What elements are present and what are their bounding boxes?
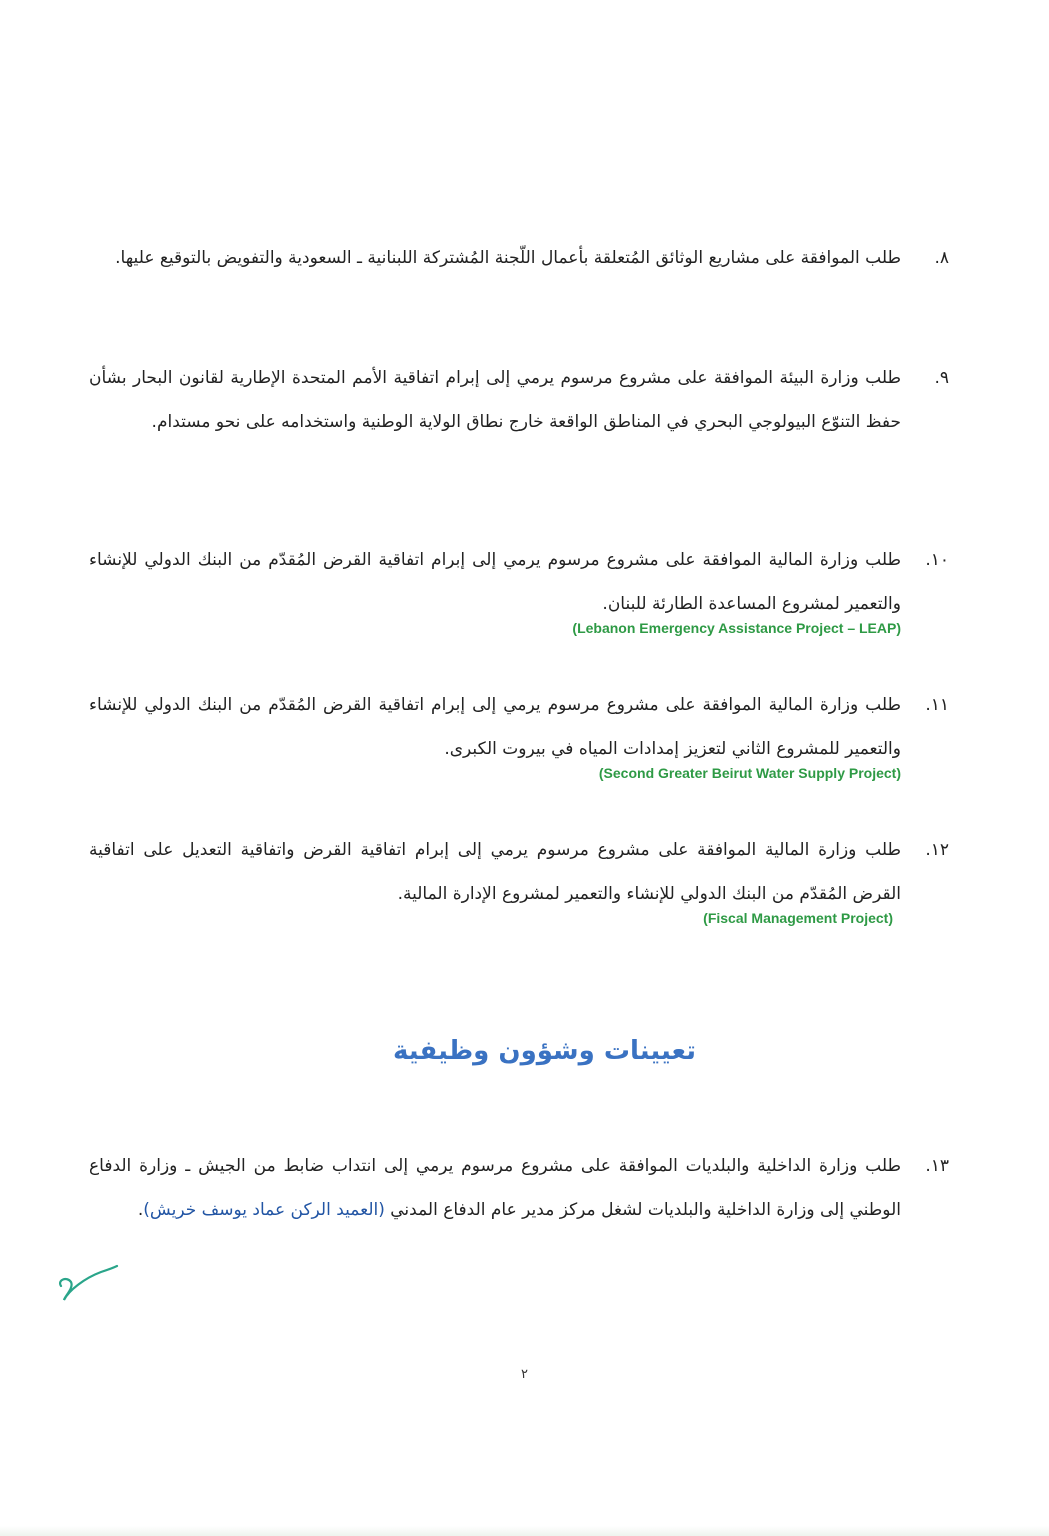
item-number: ١٠. bbox=[925, 550, 949, 570]
item-number: ٨. bbox=[934, 248, 949, 268]
item-text-end: . bbox=[137, 1200, 144, 1220]
agenda-item-10 bbox=[89, 538, 949, 636]
agenda-item-8 bbox=[89, 236, 949, 280]
agenda-item-11 bbox=[89, 683, 949, 781]
english-project-name: (Second Greater Beirut Water Supply Project) bbox=[598, 765, 901, 781]
item-text: طلب وزارة المالية الموافقة على مشروع مرسوم يرمي إلى إبرام اتفاقية القرض المُقدّم من البنك الدولي للإنشاء والتعمير لمشروع المساعدة الطارئة للبنان. bbox=[89, 550, 901, 614]
item-text bbox=[89, 1144, 901, 1232]
page-number: ٢ bbox=[521, 1367, 528, 1382]
item-text-main: طلب وزارة الداخلية والبلديات الموافقة على مشروع مرسوم يرمي إلى انتداب ضابط من الجيش ـ وزارة الدفاع الوطني إلى وزارة الداخلية والبلديات لشغل مركز مدير عام الدفاع المدني bbox=[89, 1156, 901, 1220]
section-heading: تعيينات وشؤون وظيفية bbox=[392, 1036, 696, 1066]
item-text: طلب وزارة المالية الموافقة على مشروع مرسوم يرمي إلى إبرام اتفاقية القرض واتفاقية التعديل على اتفاقية القرض المُقدّم من البنك الدولي للإنشاء والتعمير لمشروع الإدارة المالية. bbox=[89, 840, 901, 904]
english-project-name: (Fiscal Management Project) bbox=[703, 910, 893, 926]
item-text: طلب وزارة البيئة الموافقة على مشروع مرسوم يرمي إلى إبرام اتفاقية الأمم المتحدة الإطارية لقانون البحار بشأن حفظ التنوّع البيولوجي البحري في المناطق الواقعة خارج نطاق الولاية الوطنية واستخدامه على نحو مستدام. bbox=[89, 368, 901, 432]
item-number: ١١. bbox=[925, 695, 949, 715]
agenda-item-12 bbox=[89, 828, 949, 926]
english-project-name: (Lebanon Emergency Assistance Project – LEAP) bbox=[572, 620, 901, 636]
officer-name: (العميد الركن عماد يوسف خريش) bbox=[143, 1200, 385, 1220]
item-number: ٩. bbox=[934, 368, 949, 388]
signature-initials-icon bbox=[55, 1258, 125, 1308]
item-number: ١٣. bbox=[925, 1156, 949, 1176]
item-number: ١٢. bbox=[925, 840, 949, 860]
agenda-item-9 bbox=[89, 356, 949, 444]
item-text: طلب وزارة المالية الموافقة على مشروع مرسوم يرمي إلى إبرام اتفاقية القرض المُقدّم من البنك الدولي للإنشاء والتعمير للمشروع الثاني لتعزيز إمدادات المياه في بيروت الكبرى. bbox=[89, 695, 901, 759]
agenda-item-13 bbox=[89, 1144, 949, 1232]
bottom-edge bbox=[0, 1526, 1049, 1536]
item-text: طلب الموافقة على مشاريع الوثائق المُتعلقة بأعمال اللّجنة المُشتركة اللبنانية ـ السعودية والتفويض بالتوقيع عليها. bbox=[115, 248, 901, 268]
